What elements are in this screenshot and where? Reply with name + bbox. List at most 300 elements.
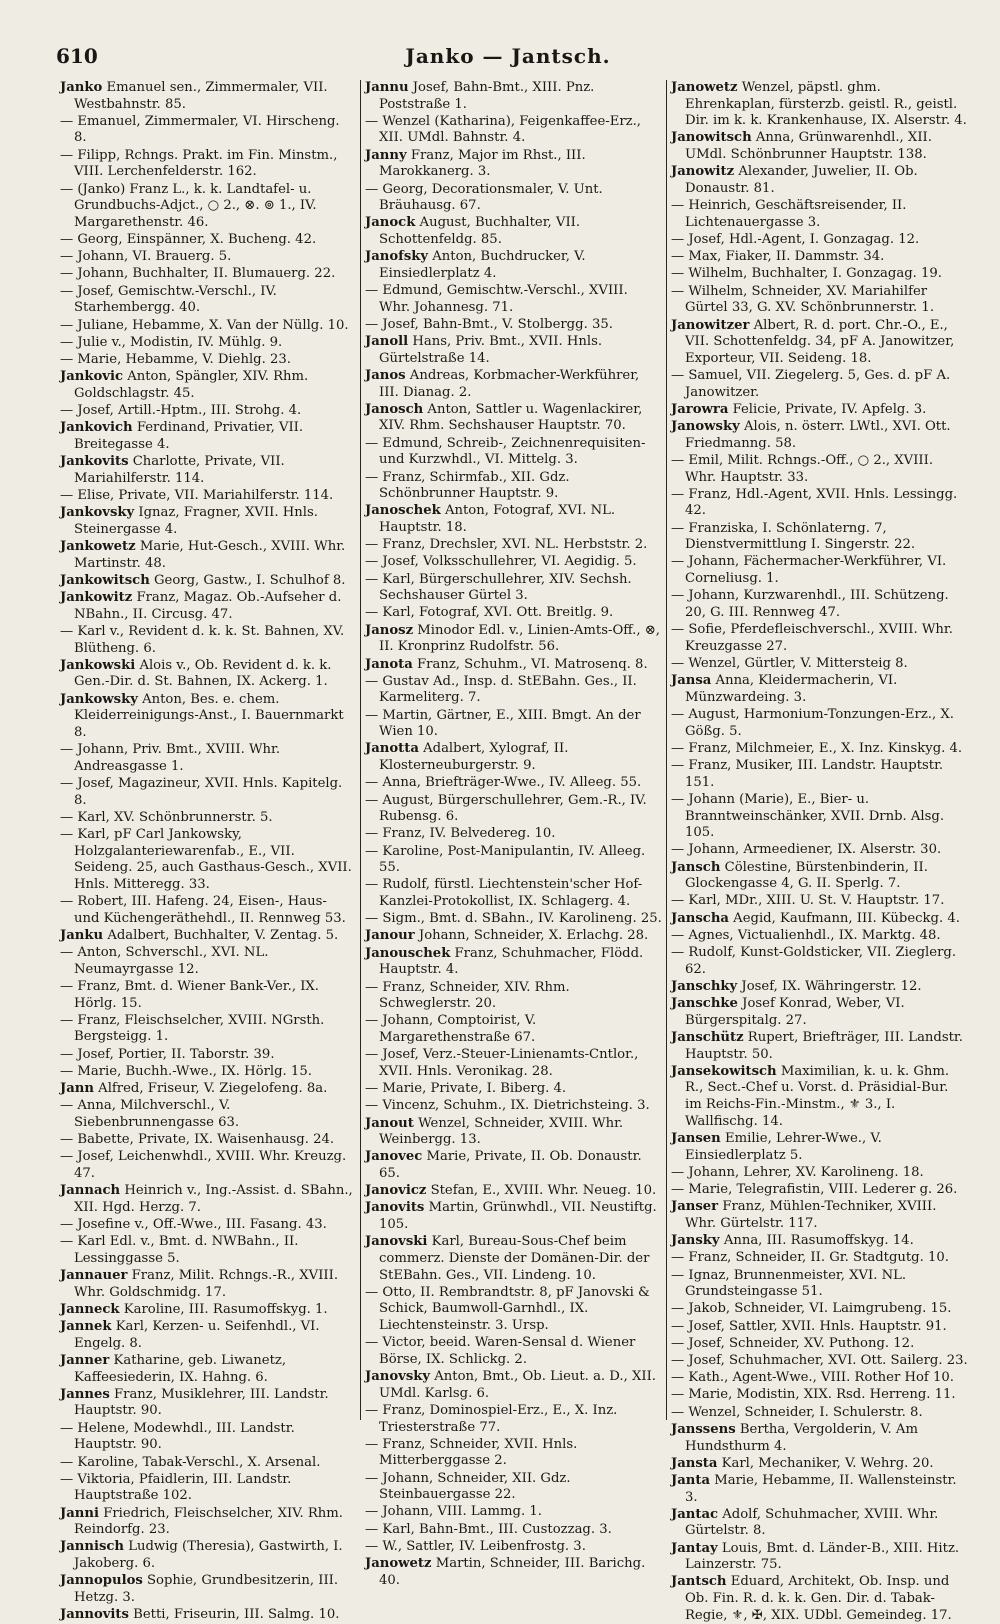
entry-text: — Anna, Milchverschl., V. Siebenbrunnengasse 63. xyxy=(60,1098,240,1130)
entry-text: Aegid, Kaufmann, III. Kübeckg. 4. xyxy=(733,910,960,926)
entry-surname: Jansta xyxy=(671,1455,718,1471)
entry-surname: Jankowetz xyxy=(60,538,136,554)
entry-text: — Johann (Marie), E., Bier- u. Branntweinschänker, XVII. Drnb. Alsg. 105. xyxy=(671,791,945,841)
directory-entry xyxy=(671,232,968,249)
entry-surname: Jansa xyxy=(671,673,712,689)
directory-entry xyxy=(60,624,356,657)
entry-text: Anna, III. Rasumoffskyg. 14. xyxy=(723,1233,914,1249)
entry-text: — Karl, Bahn-Bmt., III. Custozzag. 3. xyxy=(365,1521,612,1537)
running-title: Janko — Jantsch. xyxy=(405,44,611,68)
directory-entry xyxy=(60,1149,356,1182)
directory-entry xyxy=(60,505,356,538)
directory-entry xyxy=(60,1455,356,1472)
entry-text: Franz, Milit. Rchngs.-R., XVIII. Whr. Goldschmidg. 17. xyxy=(74,1268,339,1300)
entry-text: — Samuel, VII. Ziegelerg. 5, Ges. d. pF A. Janowitzer. xyxy=(671,367,951,400)
entry-text: — Karoline, Post-Manipulantin, IV. Alleeg. 55. xyxy=(365,843,646,876)
directory-entry xyxy=(365,775,662,792)
directory-entry xyxy=(60,420,356,453)
directory-entry xyxy=(365,793,662,826)
entry-text: Maximilian, k. u. k. Ghm. R., Sect.-Chef u. Vorst. d. Präsidial-Bur. im Reichs-Fin.-Minstm., ⚜ 3., I. Wallfischg. 14. xyxy=(685,1063,950,1129)
directory-entry xyxy=(671,198,968,231)
entry-text: — Agnes, Victualienhdl., IX. Marktg. 48. xyxy=(671,927,941,943)
entry-text: — Franz, Schneider, II. Gr. Stadtgutg. 10. xyxy=(671,1250,949,1266)
directory-entry xyxy=(671,1541,968,1574)
directory-entry xyxy=(60,658,356,691)
entry-text: — Josefine v., Off.-Wwe., III. Fasang. 43. xyxy=(60,1217,327,1233)
entry-surname: Jansen xyxy=(671,1130,721,1146)
entry-text: — Franz, Milchmeier, E., X. Inz. Kinskyg. 4. xyxy=(671,740,963,756)
entry-text: — Marie, Telegrafistin, VIII. Lederer g. 26. xyxy=(671,1182,958,1197)
entry-text: — Karl, Bürgerschullehrer, XIV. Sechsh. Sechshauser Gürtel 3. xyxy=(365,571,632,604)
directory-entry xyxy=(60,369,356,402)
directory-entry xyxy=(60,1013,356,1046)
entry-text: Emanuel sen., Zimmermaler, VII. Westbahnstr. 85. xyxy=(74,80,328,112)
directory-entry xyxy=(671,1131,968,1164)
entry-surname: Janowitzer xyxy=(671,317,750,333)
directory-entry xyxy=(671,1301,968,1318)
entry-text: Bertha, Vergolderin, V. Am Hundsthurm 4. xyxy=(685,1421,918,1454)
directory-entry xyxy=(365,1183,662,1200)
entry-text: — Franz, Hdl.-Agent, XVII. Hnls. Lessingg. 42. xyxy=(671,486,958,519)
entry-text: — Marie, Modistin, XIX. Rsd. Herreng. 11. xyxy=(671,1387,956,1403)
entry-surname: Janofsky xyxy=(365,249,429,265)
entry-text: — Johann, Lehrer, XV. Karolineng. 18. xyxy=(671,1164,924,1180)
entry-text: Marie, Hebamme, II. Wallensteinstr. 3. xyxy=(685,1472,957,1505)
entry-surname: Janscha xyxy=(671,910,729,926)
entry-text: — Anna, Briefträger-Wwe., IV. Alleeg. 55. xyxy=(365,775,642,791)
directory-entry xyxy=(365,1047,662,1080)
entry-text: Cölestine, Bürstenbinderin, II. Glockengasse 4, G. II. Sperlg. 7. xyxy=(685,859,928,892)
entry-text: — Johann, Kurzwarenhdl., III. Schützeng. 20, G. III. Rennweg 47. xyxy=(671,588,949,620)
entry-text: Anton, Sattler u. Wagenlackirer, XIV. Rhm. Sechshauser Hauptstr. 70. xyxy=(379,401,643,434)
directory-entry xyxy=(365,436,662,469)
entry-surname: Jannopulos xyxy=(60,1573,143,1589)
entry-text: — Babette, Private, IX. Waisenhausg. 24. xyxy=(60,1132,335,1148)
entry-surname: Janovski xyxy=(365,1234,428,1250)
directory-entry xyxy=(671,928,968,945)
entry-text: — Sofie, Pferdefleischverschl., XVIII. Whr. Kreuzgasse 27. xyxy=(671,622,953,654)
entry-text: — Johann, Schneider, XII. Gdz. Steinbauergasse 22. xyxy=(365,1470,571,1503)
entry-text: — Johann, Fächermacher-Werkführer, VI. Corneliusg. 1. xyxy=(671,554,947,587)
entry-surname: Jansekowitsch xyxy=(671,1063,777,1079)
entry-text: Franz, Schuhm., VI. Matrosenq. 8. xyxy=(417,656,648,672)
directory-entry xyxy=(671,521,968,554)
entry-surname: Janssens xyxy=(671,1421,736,1437)
entry-text: — Johann, Buchhalter, II. Blumauerg. 22. xyxy=(60,266,336,282)
entry-surname: Janour xyxy=(365,928,415,944)
entry-surname: Janovec xyxy=(365,1149,423,1165)
entry-text: Anton, Bmt., Ob. Lieut. a. D., XII. UMdl. Karlsg. 6. xyxy=(379,1369,656,1401)
directory-entry xyxy=(365,1098,662,1115)
directory-entry xyxy=(671,1250,968,1267)
entry-text: — Sigm., Bmt. d. SBahn., IV. Karolineng. 25. xyxy=(365,911,662,927)
directory-entry xyxy=(365,1522,662,1539)
entry-text: — Karl v., Revident d. k. k. St. Bahnen, XV. Blütheng. 6. xyxy=(60,623,345,656)
entry-text: Josef Konrad, Weber, VI. Bürgerspitalg. 27. xyxy=(685,996,905,1028)
directory-entry xyxy=(365,674,662,707)
directory-entry xyxy=(60,1081,356,1098)
entry-text: Johann, Schneider, X. Erlachg. 28. xyxy=(418,928,649,944)
directory-entry xyxy=(60,776,356,809)
entry-surname: Janowetz xyxy=(671,80,738,95)
directory-entry xyxy=(60,1234,356,1267)
directory-entry xyxy=(60,1421,356,1454)
directory-entry xyxy=(60,114,356,147)
directory-entry xyxy=(365,1471,662,1504)
directory-entry xyxy=(365,1285,662,1335)
entry-surname: Janschütz xyxy=(671,1030,744,1045)
directory-entry xyxy=(365,249,662,282)
directory-entry xyxy=(60,1573,356,1606)
entry-surname: Janowitz xyxy=(671,164,735,180)
entry-text: Anton, Fotograf, XVI. NL. Hauptstr. 18. xyxy=(379,503,616,535)
entry-text: Friedrich, Fleischselcher, XIV. Rhm. Reindorfg. 23. xyxy=(74,1505,343,1538)
entry-text: — Ignaz, Brunnenmeister, XVI. NL. Grundsteingasse 51. xyxy=(671,1267,907,1300)
entry-surname: Jankovsky xyxy=(60,505,135,521)
directory-entry xyxy=(60,810,356,827)
entry-text: — Josef, Volksschullehrer, VI. Aegidig. 5. xyxy=(365,554,637,570)
column-2 xyxy=(361,80,667,1588)
entry-surname: Jannach xyxy=(60,1183,121,1199)
directory-entry xyxy=(671,1319,968,1336)
entry-text: — Franz, Musiker, III. Landstr. Hauptstr. 151. xyxy=(671,758,944,790)
directory-entry xyxy=(671,249,968,266)
directory-entry xyxy=(365,708,662,741)
entry-surname: Jannisch xyxy=(60,1539,125,1555)
entry-text: — Franz, Bmt. d. Wiener Bank-Ver., IX. Hörlg. 15. xyxy=(60,978,320,1011)
entry-text: — Johann, Priv. Bmt., XVIII. Whr. Andreasgasse 1. xyxy=(60,742,281,774)
entry-text: — Wenzel (Katharina), Feigenkaffee-Erz., XII. UMdl. Bahnstr. 4. xyxy=(365,113,641,146)
entry-surname: Janovits xyxy=(365,1200,425,1216)
directory-entry xyxy=(60,573,356,590)
entry-text: — Julie v., Modistin, IV. Mühlg. 9. xyxy=(60,334,283,350)
entry-text: Franz, Major im Rhst., III. Marokkanerg. 3. xyxy=(379,147,586,180)
page-header xyxy=(56,38,960,74)
directory-entry xyxy=(365,1539,662,1556)
entry-surname: Janowsky xyxy=(671,419,740,435)
directory-entry xyxy=(60,928,356,945)
directory-entry xyxy=(365,826,662,843)
entry-surname: Janowetz xyxy=(365,1556,432,1572)
directory-entry xyxy=(365,470,662,503)
directory-entry xyxy=(671,1370,968,1387)
entry-surname: Jankowitsch xyxy=(60,572,150,588)
entry-text: — Helene, Modewhdl., III. Landstr. Hauptstr. 90. xyxy=(60,1420,295,1453)
directory-entry xyxy=(365,1403,662,1436)
entry-surname: Janser xyxy=(671,1199,719,1215)
entry-surname: Janowitsch xyxy=(671,130,752,146)
entry-text: — Filipp, Rchngs. Prakt. im Fin. Minstm., VIII. Lerchenfelderstr. 162. xyxy=(60,147,338,180)
directory-entry xyxy=(365,1200,662,1233)
directory-entry xyxy=(60,1319,356,1352)
entry-text: — Josef, Portier, II. Taborstr. 39. xyxy=(60,1046,275,1062)
directory-entry xyxy=(671,758,968,791)
entry-text: — Karl, Fotograf, XVI. Ott. Breitlg. 9. xyxy=(365,605,614,621)
entry-text: Marie, Private, II. Ob. Donaustr. 65. xyxy=(379,1149,642,1181)
directory-entry xyxy=(60,335,356,352)
directory-entry xyxy=(365,1556,662,1589)
entry-text: — Johann, Comptoirist, V. Margarethenstraße 67. xyxy=(365,1013,537,1045)
entry-text: — Juliane, Hebamme, X. Van der Nüllg. 10. xyxy=(60,317,349,333)
entry-text: Minodor Edl. v., Linien-Amts-Off., ⊗, II. Kronprinz Rudolfstr. 56. xyxy=(379,622,660,655)
entry-text: — Wilhelm, Buchhalter, I. Gonzagag. 19. xyxy=(671,266,942,282)
directory-entry xyxy=(365,1013,662,1046)
directory-entry xyxy=(671,130,968,163)
directory-entry xyxy=(365,182,662,215)
entry-text: — Josef, Bahn-Bmt., V. Stolbergg. 35. xyxy=(365,316,613,332)
directory-entry xyxy=(60,148,356,181)
directory-entry xyxy=(60,1353,356,1386)
directory-entry xyxy=(671,588,968,621)
directory-entry xyxy=(60,1607,356,1624)
directory-entry xyxy=(671,1422,968,1455)
directory-entry xyxy=(671,318,968,368)
entry-text: Eduard, Architekt, Ob. Insp. und Ob. Fin. R. d. k. k. Gen. Dir. d. Tabak-Regie, ⚜, ✠, XIX. UDbl. Gemeindeg. 17. xyxy=(685,1574,952,1623)
directory-entry xyxy=(60,1539,356,1572)
entry-text: Albert, R. d. port. Chr.-O., E., VII. Schottenfeldg. 34, pF A. Janowitzer, Exporteur, VII. Seideng. 18. xyxy=(685,317,955,366)
entry-surname: Jankowsky xyxy=(60,691,138,707)
entry-text: Franz, Musiklehrer, III. Landstr. Hauptstr. 90. xyxy=(74,1386,329,1419)
directory-entry xyxy=(671,945,968,978)
directory-entry xyxy=(671,1064,968,1131)
entry-text: — Franz, Schneider, XIV. Rhm. Schweglerstr. 20. xyxy=(365,979,570,1012)
entry-text: Karoline, III. Rasumoffskyg. 1. xyxy=(123,1301,328,1317)
directory-entry xyxy=(671,1405,968,1422)
directory-entry xyxy=(60,1064,356,1081)
directory-entry xyxy=(671,453,968,486)
entry-text: — Georg, Einspänner, X. Bucheng. 42. xyxy=(60,232,317,247)
entry-text: Franz, Mühlen-Techniker, XVIII. Whr. Gürtelstr. 117. xyxy=(685,1199,937,1231)
entry-text: — August, Bürgerschullehrer, Gem.-R., IV. Rubensg. 6. xyxy=(365,792,647,825)
entry-surname: Janschky xyxy=(671,978,738,994)
directory-entry xyxy=(365,911,662,928)
entry-surname: Jannauer xyxy=(60,1268,128,1284)
entry-surname: Jankovits xyxy=(60,454,129,470)
entry-text: — Josef, Hdl.-Agent, I. Gonzagag. 12. xyxy=(671,232,920,247)
entry-text: Karl, Bureau-Sous-Chef beim commerz. Dienste der Domänen-Dir. der StEBahn. Ges., VII. Lindeng. 10. xyxy=(379,1234,650,1283)
entry-surname: Janos xyxy=(365,367,406,383)
directory-entry xyxy=(60,827,356,894)
directory-entry xyxy=(365,844,662,877)
entry-surname: Janoll xyxy=(365,334,409,350)
column-1 xyxy=(56,80,361,1623)
entry-surname: Jansky xyxy=(671,1233,720,1249)
directory-entry xyxy=(365,1369,662,1402)
entry-text: — Victor, beeid. Waren-Sensal d. Wiener Börse, IX. Schlickg. 2. xyxy=(365,1335,636,1367)
directory-entry xyxy=(60,539,356,572)
entry-text: — Kath., Agent-Wwe., VIII. Rother Hof 10. xyxy=(671,1370,954,1386)
directory-entry xyxy=(365,605,662,622)
entry-text: — Max, Fiaker, II. Dammstr. 34. xyxy=(671,249,885,265)
entry-text: Andreas, Korbmacher-Werkführer, III. Dianag. 2. xyxy=(379,367,640,400)
entry-text: — Rudolf, fürstl. Liechtenstein'scher Hof-Kanzlei-Protokollist, IX. Schlagerg. 4. xyxy=(365,877,643,910)
entry-surname: Janku xyxy=(60,927,104,943)
entry-text: — Josef, Schneider, XV. Puthong. 12. xyxy=(671,1335,915,1351)
directory-entry xyxy=(60,403,356,420)
directory-entry xyxy=(60,232,356,249)
entry-text: — Josef, Schuhmacher, XVI. Ott. Sailerg. 23. xyxy=(671,1353,968,1368)
entry-surname: Janosz xyxy=(365,622,414,638)
entry-text: — Franz, Fleischselcher, XVIII. NGrsth. Bergsteigg. 1. xyxy=(60,1012,325,1045)
entry-text: Anton, Spängler, XIV. Rhm. Goldschlagstr. 45. xyxy=(74,369,309,401)
entry-text: Heinrich v., Ing.-Assist. d. SBahn., XII. Hgd. Herzg. 7. xyxy=(74,1183,353,1215)
directory-entry xyxy=(671,419,968,452)
entry-text: Rupert, Briefträger, III. Landstr. Hauptstr. 50. xyxy=(685,1030,963,1062)
entry-surname: Janta xyxy=(671,1472,711,1488)
entry-surname: Jannes xyxy=(60,1386,110,1402)
directory-entry xyxy=(671,622,968,655)
entry-text: Alexander, Juwelier, II. Ob. Donaustr. 81. xyxy=(685,164,918,196)
entry-text: — Robert, III. Hafeng. 24, Eisen-, Haus- und Küchengeräthehdl., II. Rennweg 53. xyxy=(60,894,346,926)
directory-entry xyxy=(671,979,968,996)
entry-surname: Jankowitz xyxy=(60,590,133,606)
entry-surname: Janneck xyxy=(60,1301,120,1317)
directory-entry xyxy=(365,80,662,113)
directory-entry xyxy=(60,488,356,505)
entry-surname: Jantay xyxy=(671,1540,718,1556)
entry-text: Alfred, Friseur, V. Ziegelofeng. 8a. xyxy=(98,1081,328,1097)
directory-entry xyxy=(671,707,968,740)
entry-text: — Johann, Armeediener, IX. Alserstr. 30. xyxy=(671,842,942,858)
entry-text: — Karoline, Tabak-Verschl., X. Arsenal. xyxy=(60,1454,321,1470)
entry-text: — Gustav Ad., Insp. d. StEBahn. Ges., II. Karmeliterg. 7. xyxy=(365,673,637,706)
entry-surname: Jansch xyxy=(671,859,721,875)
entry-surname: Janotta xyxy=(365,741,419,757)
directory-entry xyxy=(671,164,968,197)
entry-surname: Janosch xyxy=(365,401,424,417)
entry-text: — W., Sattler, IV. Leibenfrostg. 3. xyxy=(365,1538,586,1554)
directory-entry xyxy=(365,877,662,910)
directory-entry xyxy=(671,1182,968,1199)
directory-entry xyxy=(365,503,662,536)
directory-entry xyxy=(60,979,356,1012)
entry-text: Betti, Friseurin, III. Salmg. 10. xyxy=(133,1607,340,1623)
entry-text: Martin, Schneider, III. Barichg. 40. xyxy=(379,1556,646,1588)
entry-text: Adalbert, Xylograf, II. Klosterneuburgerstr. 9. xyxy=(379,741,569,774)
directory-entry xyxy=(671,656,968,673)
entry-text: Adolf, Schuhmacher, XVIII. Whr. Gürtelstr. 8. xyxy=(685,1506,939,1539)
directory-entry xyxy=(365,283,662,316)
entry-text: — Wenzel, Schneider, I. Schulerstr. 8. xyxy=(671,1404,923,1420)
entry-surname: Jantsch xyxy=(671,1574,727,1590)
directory-entry xyxy=(365,572,662,605)
entry-surname: Jankovich xyxy=(60,420,133,436)
column-3 xyxy=(667,80,972,1623)
entry-text: — Edmund, Gemischtw.-Verschl., XVIII. Whr. Johannesg. 71. xyxy=(365,283,628,315)
entry-text: Wenzel, päpstl. ghm. Ehrenkaplan, fürsterzb. geistl. R., geistl. Dir. im k. k. Krankenhause, IX. Alserstr. 4. xyxy=(685,80,967,129)
entry-surname: Jantac xyxy=(671,1506,719,1522)
entry-text: — Marie, Hebamme, V. Diehlg. 23. xyxy=(60,351,291,367)
directory-entry xyxy=(671,860,968,893)
directory-entry xyxy=(365,215,662,248)
directory-entry xyxy=(60,266,356,283)
entry-text: Charlotte, Private, VII. Mariahilferstr. 114. xyxy=(74,454,285,486)
directory-entry xyxy=(671,893,968,910)
directory-entry xyxy=(365,148,662,181)
directory-entry xyxy=(671,402,968,419)
directory-entry xyxy=(365,114,662,147)
directory-entry xyxy=(365,1335,662,1368)
directory-entry xyxy=(671,1199,968,1232)
entry-surname: Janner xyxy=(60,1353,110,1368)
entry-text: — Elise, Private, VII. Mariahilferstr. 114. xyxy=(60,487,334,503)
directory-entry xyxy=(60,1302,356,1319)
entry-text: — Jakob, Schneider, VI. Laimgrubeng. 15. xyxy=(671,1301,952,1317)
directory-entry xyxy=(60,742,356,775)
directory-entry xyxy=(60,1098,356,1131)
entry-text: — Franz, Schneider, XVII. Hnls. Mitterberggasse 2. xyxy=(365,1436,578,1469)
entry-text: Karl, Mechaniker, V. Wehrg. 20. xyxy=(721,1455,934,1471)
directory-entry xyxy=(60,1183,356,1216)
entry-surname: Janovicz xyxy=(365,1183,427,1199)
directory-entry xyxy=(60,182,356,232)
entry-surname: Janoschek xyxy=(365,503,441,519)
directory-entry xyxy=(365,980,662,1013)
directory-entry xyxy=(365,1116,662,1149)
entry-text: Adalbert, Buchhalter, V. Zentag. 5. xyxy=(107,927,339,943)
entry-surname: Jann xyxy=(60,1081,94,1097)
page-number: 610 xyxy=(56,44,98,68)
directory-entry xyxy=(365,1437,662,1470)
directory-entry xyxy=(60,1132,356,1149)
directory-entry xyxy=(60,945,356,978)
entry-text: — Emil, Milit. Rchngs.-Off., ○ 2., XVIII. Whr. Hauptstr. 33. xyxy=(671,452,934,485)
directory-entry xyxy=(671,1473,968,1506)
directory-entry xyxy=(365,537,662,554)
entry-text: — Marie, Buchh.-Wwe., IX. Hörlg. 15. xyxy=(60,1063,312,1079)
entry-text: — Franz, Drechsler, XVI. NL. Herbststr. 2. xyxy=(365,537,648,553)
entry-text: — Emanuel, Zimmermaler, VI. Hirscheng. 8. xyxy=(60,113,340,146)
entry-text: Marie, Hut-Gesch., XVIII. Whr. Martinstr. 48. xyxy=(74,538,346,571)
entry-text: — Georg, Decorationsmaler, V. Unt. Bräuhausg. 67. xyxy=(365,181,603,214)
directory-entry xyxy=(671,911,968,928)
entry-surname: Jankowski xyxy=(60,657,136,673)
entry-text: Louis, Bmt. d. Länder-B., XIII. Hitz. Lainzerstr. 75. xyxy=(685,1540,960,1573)
entry-text: Sophie, Grundbesitzerin, III. Hetzg. 3. xyxy=(74,1573,339,1605)
entry-text: Anton, Bes. e. chem. Kleiderreinigungs-Anst., I. Bauernmarkt 8. xyxy=(74,691,344,740)
entry-text: — Viktoria, Pfaidlerin, III. Landstr. Hauptstraße 102. xyxy=(60,1471,292,1504)
directory-entry xyxy=(671,673,968,706)
entry-text: Katharine, geb. Liwanetz, Kaffeesiederin, IX. Hahng. 6. xyxy=(74,1353,287,1385)
directory-entry xyxy=(60,80,356,113)
entry-text: Alois v., Ob. Revident d. k. k. Gen.-Dir. d. St. Bahnen, IX. Ackerg. 1. xyxy=(74,657,332,690)
entry-surname: Janout xyxy=(365,1115,414,1131)
entry-text: — Vincenz, Schuhm., IX. Dietrichsteing. 3. xyxy=(365,1098,650,1114)
directory-entry xyxy=(365,554,662,571)
entry-text: Josef, IX. Währingerstr. 12. xyxy=(741,978,922,994)
directory-entry xyxy=(671,487,968,520)
entry-text: Josef, Bahn-Bmt., XIII. Pnz. Poststraße 1. xyxy=(379,80,595,112)
columns xyxy=(56,80,994,1623)
entry-text: — Karl, pF Carl Jankowsky, Holzgalanteriewarenfab., E., VII. Seideng. 25, auch Gasthaus-Gesch., XVII. Hnls. Mitteregg. 33. xyxy=(60,826,352,892)
directory-entry xyxy=(60,1217,356,1234)
directory-entry xyxy=(60,1047,356,1064)
directory-entry xyxy=(671,1574,968,1624)
entry-text: Felicie, Private, IV. Apfelg. 3. xyxy=(732,401,927,417)
entry-text: — Franziska, I. Schönlaterng. 7, Dienstvermittlung I. Singerstr. 22. xyxy=(671,520,916,553)
directory-entry xyxy=(671,1456,968,1473)
directory-entry xyxy=(60,249,356,266)
directory-entry xyxy=(365,317,662,334)
entry-text: Stefan, E., XVIII. Whr. Neueg. 10. xyxy=(430,1183,657,1199)
directory-entry xyxy=(671,996,968,1029)
directory-entry xyxy=(671,554,968,587)
directory-entry xyxy=(60,1472,356,1505)
entry-text: Ferdinand, Privatier, VII. Breitegasse 4. xyxy=(74,420,304,452)
entry-surname: Janouschek xyxy=(365,945,451,961)
entry-text: — Karl, MDr., XIII. U. St. V. Hauptstr. 17. xyxy=(671,893,945,909)
entry-surname: Jannek xyxy=(60,1319,112,1335)
